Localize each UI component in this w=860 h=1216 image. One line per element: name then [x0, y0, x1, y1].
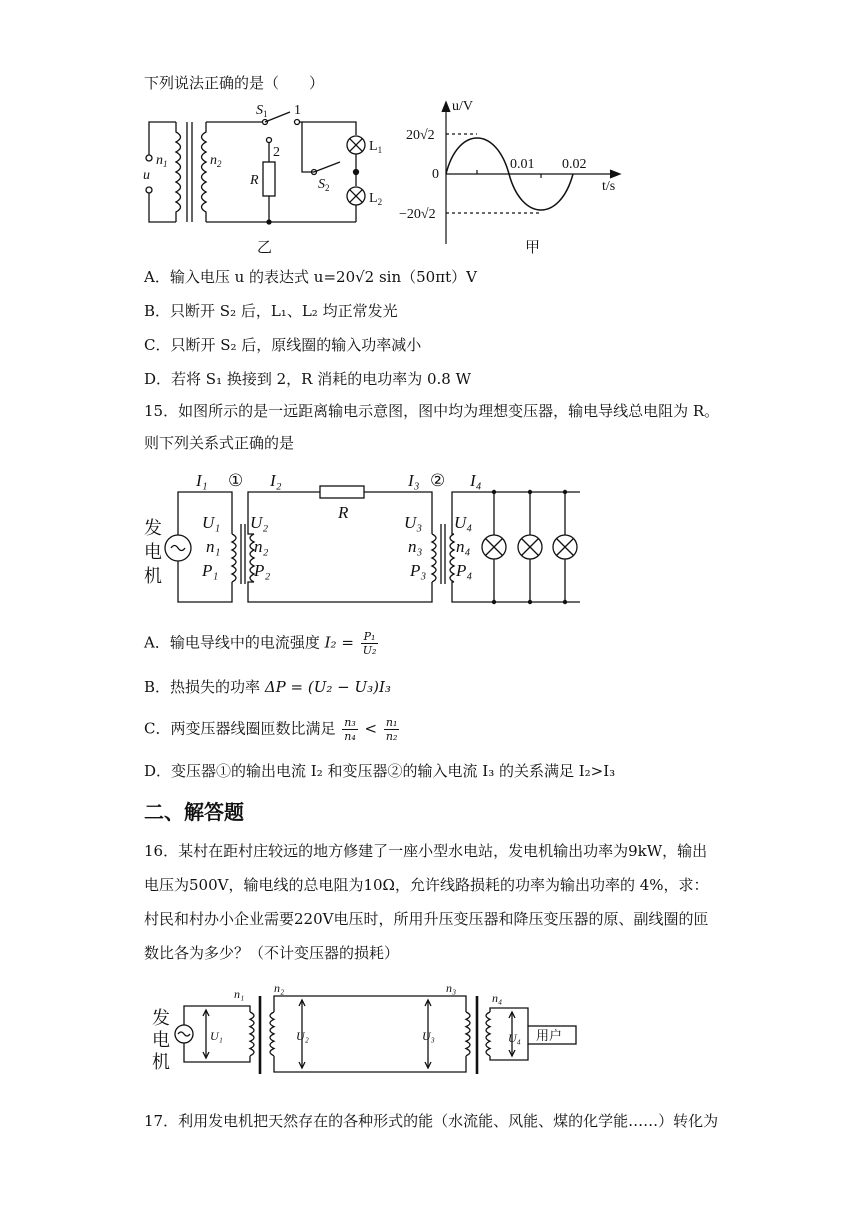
step-up-secondary	[270, 1012, 274, 1056]
svg-text:t/s: t/s	[602, 179, 616, 194]
figure-yi-caption: 甲	[525, 238, 541, 256]
section-heading: 二、解答题	[144, 800, 244, 824]
svg-text:电: 电	[144, 542, 162, 562]
svg-text:U₂: U₂	[250, 513, 269, 532]
svg-text:L2: $L_2$	[369, 191, 383, 207]
svg-text:P₄: P₄	[456, 561, 473, 580]
figure-q15-transmission	[140, 464, 600, 612]
svg-text:I₄: I₄	[470, 471, 482, 490]
step-down-primary	[466, 1012, 470, 1056]
q16-line-3: 村民和村办小企业需要220V电压时，所用升压变压器和降压变压器的原、副线圈的匝	[144, 910, 709, 928]
transformer-1-primary	[232, 534, 236, 582]
svg-text:U₂: U₂	[296, 1029, 309, 1043]
q14-option-a: A．输入电压 u 的表达式 u=20√2 sin（50πt）V	[144, 268, 477, 286]
secondary-coil	[202, 122, 207, 222]
svg-text:机: 机	[152, 1052, 170, 1072]
svg-text:n2: $n_2$	[210, 153, 222, 169]
svg-text:n₄: n₄	[492, 991, 503, 1005]
svg-text:n₄: n₄	[456, 537, 471, 556]
step-down-secondary	[486, 1012, 490, 1056]
transformer-2-primary	[432, 534, 436, 582]
svg-text:P₁: P₁	[202, 561, 219, 580]
q15-option-b: B．热损失的功率 ΔP = (U₂ − U₃)I₃	[144, 678, 391, 696]
q16-line-1: 16．某村在距村庄较远的地方修建了一座小型水电站，发电机输出功率为9kW，输出	[144, 842, 708, 860]
q14-option-c: C．只断开 S₂ 后，原线圈的输入功率减小	[144, 336, 422, 354]
input-terminal-top	[146, 155, 152, 161]
switch-s2	[314, 162, 340, 172]
svg-text:0: 0	[432, 167, 439, 182]
svg-text:u: u	[143, 168, 150, 183]
svg-text:I₁: I₁	[196, 471, 208, 490]
q15-option-c: C．两变压器线圈匝数比满足 $\frac{\text{n₃}}{\text{n₄}}$ < $\frac{\text{n₁}}{\text{n₂}}$	[144, 716, 398, 743]
step-up-primary	[250, 1012, 254, 1056]
svg-text:①: ①	[228, 471, 244, 490]
input-terminal-bottom	[146, 187, 152, 193]
line-resistor-r	[320, 486, 364, 498]
svg-text:L1: $L_1$	[369, 139, 383, 155]
q14-stem: 下列说法正确的是（ ）	[144, 74, 325, 92]
q14-option-b: B．只断开 S₂ 后，L₁、L₂ 均正常发光	[144, 302, 398, 320]
svg-text:I₂: I₂	[270, 471, 282, 490]
svg-text:U₃: U₃	[404, 513, 423, 532]
svg-text:−20√2: −20√2	[399, 207, 436, 222]
svg-text:P₃: P₃	[410, 561, 427, 580]
figure-jia-caption: 乙	[257, 238, 273, 256]
svg-text:发: 发	[144, 518, 162, 538]
svg-text:R: R	[250, 173, 259, 188]
q16-line-2: 电压为500V，输电线的总电阻为10Ω，允许线路损耗的功率为输出功率的 4%，求：	[144, 876, 709, 894]
svg-text:0.02: 0.02	[562, 157, 587, 172]
svg-text:P₂: P₂	[254, 561, 271, 580]
svg-text:U₁: U₁	[202, 513, 221, 532]
svg-text:u/V: u/V	[452, 99, 473, 114]
resistor-r	[263, 162, 275, 196]
svg-text:R: R	[338, 503, 349, 522]
svg-text:发: 发	[152, 1008, 170, 1028]
svg-text:n₃: n₃	[446, 981, 457, 995]
q15-option-d: D．变压器①的输出电流 I₂ 和变压器②的输入电流 I₃ 的关系满足 I₂>I₃	[144, 762, 616, 780]
svg-text:n1: $n_1$	[156, 153, 168, 169]
svg-text:n₂: n₂	[274, 981, 285, 995]
svg-text:U₃: U₃	[422, 1029, 435, 1043]
svg-text:n₃: n₃	[408, 537, 423, 556]
q15-option-a: A．输电导线中的电流强度 I₂ = $\frac{\text{P₁}}{\text{U₂}}$	[144, 630, 377, 657]
svg-text:U₄: U₄	[454, 513, 473, 532]
svg-text:机: 机	[144, 566, 162, 586]
sine-negative-half	[509, 174, 573, 210]
q16-line-4: 数比各为多少？（不计变压器的损耗）	[144, 944, 400, 962]
svg-text:S2: $S_2$	[318, 177, 330, 193]
figure-yi-waveform	[396, 96, 636, 248]
svg-text:②: ②	[430, 471, 446, 490]
svg-text:1: 1	[294, 103, 301, 118]
svg-text:U₁: U₁	[210, 1029, 223, 1043]
svg-text:n₁: n₁	[234, 987, 245, 1001]
svg-text:用户: 用户	[536, 1028, 563, 1043]
q17-line-1: 17．利用发电机把天然存在的各种形式的能（水流能、风能、煤的化学能……）转化为	[144, 1112, 719, 1130]
svg-text:20√2: 20√2	[406, 128, 435, 143]
svg-text:0.01: 0.01	[510, 157, 535, 172]
primary-coil	[176, 122, 181, 222]
q15-stem-line2: 则下列关系式正确的是	[144, 434, 295, 452]
figure-jia-circuit	[140, 98, 400, 258]
svg-text:S1: $S_1$	[256, 103, 268, 119]
svg-text:I₃: I₃	[408, 471, 420, 490]
q15-stem-line1: 15．如图所示的是一远距离输电示意图，图中均为理想变压器，输电导线总电阻为 R。	[144, 402, 720, 420]
svg-text:U₄: U₄	[508, 1031, 521, 1045]
switch-s1	[265, 112, 290, 122]
figure-q16-power-station	[146, 978, 606, 1084]
svg-text:电: 电	[152, 1030, 170, 1050]
transformer-2-secondary	[450, 534, 454, 582]
q14-option-d: D．若将 S₁ 换接到 2，R 消耗的电功率为 0.8 W	[144, 370, 472, 388]
svg-text:2: 2	[273, 145, 280, 160]
sine-positive-half	[446, 138, 509, 174]
svg-text:n₂: n₂	[254, 537, 269, 556]
svg-text:n₁: n₁	[206, 537, 221, 556]
